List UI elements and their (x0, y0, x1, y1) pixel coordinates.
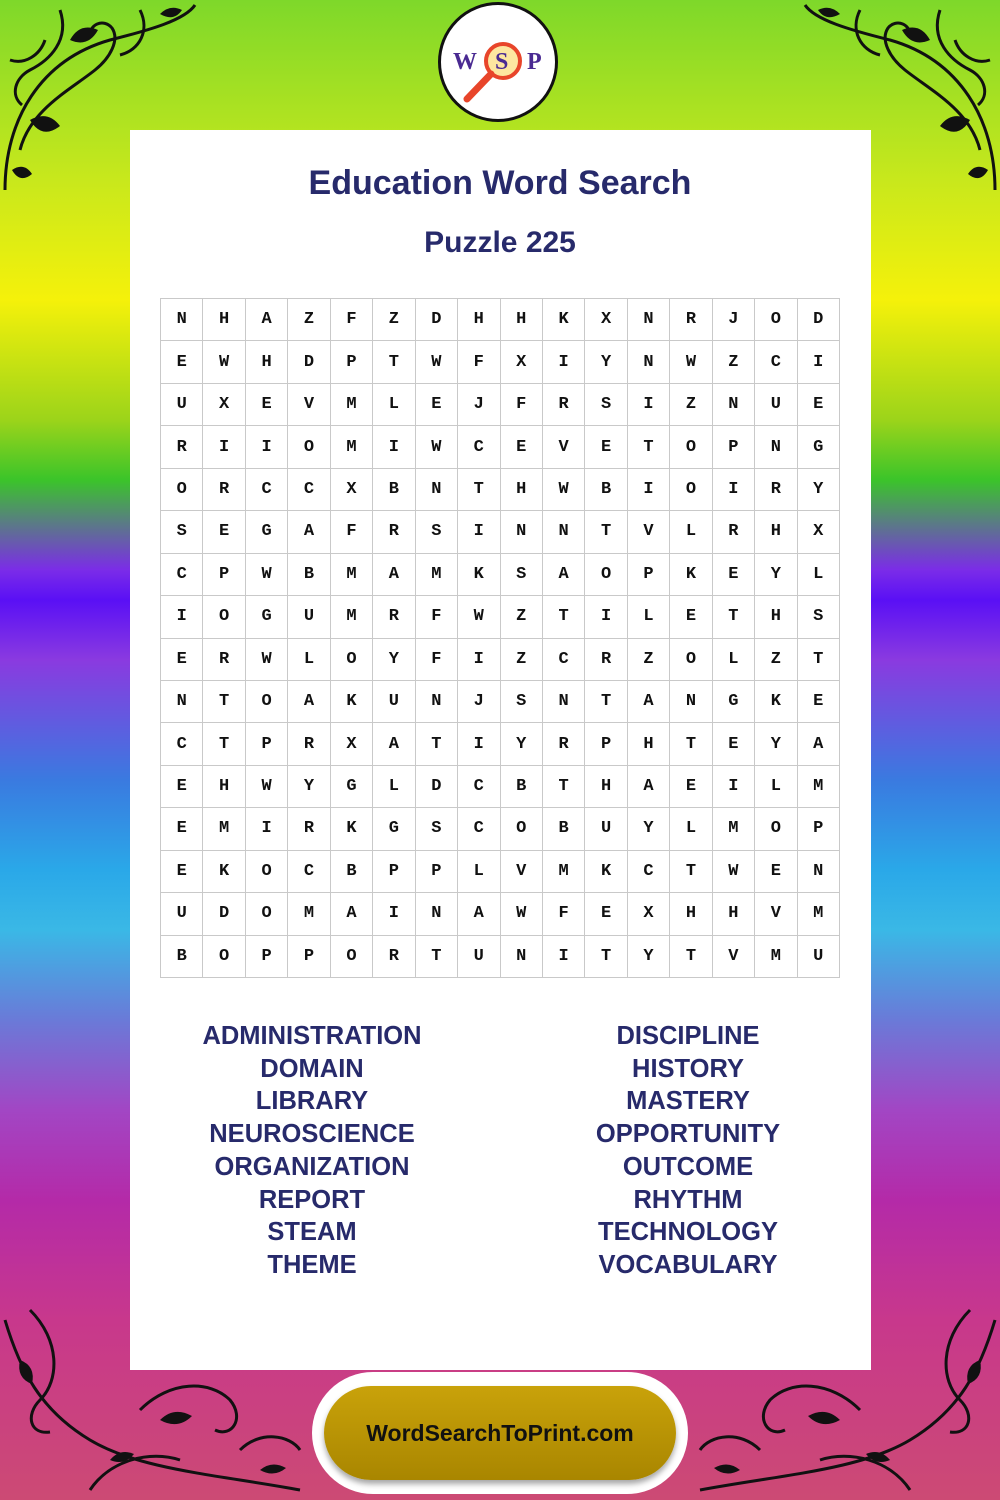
grid-cell[interactable]: A (373, 554, 415, 596)
grid-cell[interactable]: E (161, 766, 203, 808)
grid-cell[interactable]: I (373, 426, 415, 468)
grid-cell[interactable]: X (798, 511, 840, 553)
grid-cell[interactable]: C (458, 426, 500, 468)
grid-cell[interactable]: Z (501, 639, 543, 681)
grid-cell[interactable]: E (416, 384, 458, 426)
logo-letter-p: P (527, 49, 542, 75)
grid-cell[interactable]: N (628, 341, 670, 383)
grid-cell[interactable]: G (713, 681, 755, 723)
grid-cell[interactable]: M (416, 554, 458, 596)
word-list-item: STEAM (267, 1218, 357, 1247)
word-list-item: ORGANIZATION (214, 1152, 410, 1181)
grid-cell[interactable]: I (543, 936, 585, 978)
word-list-item: VOCABULARY (598, 1250, 778, 1279)
grid-cell[interactable]: T (203, 681, 245, 723)
grid-cell[interactable]: Z (670, 384, 712, 426)
grid-cell[interactable]: R (373, 511, 415, 553)
grid-cell[interactable]: T (798, 639, 840, 681)
grid-cell[interactable]: C (288, 469, 330, 511)
grid-cell[interactable]: S (161, 511, 203, 553)
grid-cell[interactable]: L (798, 554, 840, 596)
grid-cell[interactable]: K (585, 851, 627, 893)
grid-cell[interactable]: C (246, 469, 288, 511)
grid-cell[interactable]: O (585, 554, 627, 596)
grid-cell[interactable]: J (713, 299, 755, 341)
grid-cell[interactable]: H (670, 893, 712, 935)
grid-cell[interactable]: M (331, 384, 373, 426)
word-list-item: TECHNOLOGY (598, 1218, 778, 1247)
grid-cell[interactable]: I (585, 596, 627, 638)
grid-cell[interactable]: Y (501, 723, 543, 765)
grid-cell[interactable]: O (501, 808, 543, 850)
grid-cell[interactable]: E (246, 384, 288, 426)
page-title: Education Word Search (308, 164, 692, 202)
word-list-right (523, 1020, 853, 1282)
grid-cell[interactable]: H (628, 723, 670, 765)
grid-cell[interactable]: U (755, 384, 797, 426)
grid-cell[interactable]: O (203, 936, 245, 978)
word-list-item: RHYTHM (633, 1185, 743, 1214)
grid-cell[interactable]: I (628, 384, 670, 426)
grid-cell[interactable]: G (798, 426, 840, 468)
grid-cell[interactable]: P (798, 808, 840, 850)
grid-cell[interactable]: B (288, 554, 330, 596)
grid-cell[interactable]: H (458, 299, 500, 341)
grid-cell[interactable]: T (543, 596, 585, 638)
grid-cell[interactable]: Y (755, 723, 797, 765)
grid-cell[interactable]: G (331, 766, 373, 808)
grid-cell[interactable]: P (585, 723, 627, 765)
grid-cell[interactable]: I (458, 511, 500, 553)
grid-cell[interactable]: M (331, 554, 373, 596)
grid-cell[interactable]: M (331, 596, 373, 638)
grid-cell[interactable]: V (713, 936, 755, 978)
grid-cell[interactable]: T (670, 936, 712, 978)
grid-cell[interactable]: U (161, 384, 203, 426)
grid-cell[interactable]: P (203, 554, 245, 596)
grid-cell[interactable]: L (288, 639, 330, 681)
grid-cell[interactable]: L (373, 766, 415, 808)
grid-cell[interactable]: T (628, 426, 670, 468)
grid-cell[interactable]: S (501, 554, 543, 596)
grid-cell[interactable]: P (246, 723, 288, 765)
grid-cell[interactable]: T (670, 851, 712, 893)
grid-cell[interactable]: H (203, 766, 245, 808)
grid-cell[interactable]: E (713, 554, 755, 596)
grid-cell[interactable]: F (543, 893, 585, 935)
grid-cell[interactable]: X (628, 893, 670, 935)
grid-cell[interactable]: H (755, 596, 797, 638)
grid-cell[interactable]: W (458, 596, 500, 638)
word-list-item: DOMAIN (260, 1054, 364, 1083)
word-list-item: REPORT (258, 1185, 366, 1214)
grid-cell[interactable]: A (543, 554, 585, 596)
word-list-item: MASTERY (626, 1087, 750, 1116)
puzzle-number: Puzzle 225 (424, 226, 576, 259)
word-list-item: DISCIPLINE (616, 1022, 760, 1050)
grid-cell[interactable]: A (628, 766, 670, 808)
grid-cell[interactable]: K (331, 808, 373, 850)
grid-cell[interactable]: A (798, 723, 840, 765)
site-link-label: WordSearchToPrint.com (366, 1419, 634, 1446)
grid-cell[interactable]: R (203, 639, 245, 681)
grid-cell[interactable]: B (501, 766, 543, 808)
grid-cell[interactable]: D (288, 341, 330, 383)
grid-cell[interactable]: L (670, 808, 712, 850)
grid-cell[interactable]: K (458, 554, 500, 596)
grid-cell[interactable]: Y (585, 341, 627, 383)
wsp-logo[interactable] (438, 2, 558, 122)
grid-cell[interactable]: P (416, 851, 458, 893)
grid-cell[interactable]: O (670, 639, 712, 681)
grid-cell[interactable]: M (798, 893, 840, 935)
grid-cell[interactable]: U (288, 596, 330, 638)
grid-cell[interactable]: L (713, 639, 755, 681)
grid-cell[interactable]: N (543, 681, 585, 723)
grid-cell[interactable]: T (416, 723, 458, 765)
grid-cell[interactable]: E (161, 639, 203, 681)
grid-cell[interactable]: X (331, 723, 373, 765)
grid-cell[interactable]: E (161, 808, 203, 850)
grid-cell[interactable]: D (203, 893, 245, 935)
grid-cell[interactable]: F (331, 299, 373, 341)
grid-cell[interactable]: B (373, 469, 415, 511)
grid-cell[interactable]: X (501, 341, 543, 383)
grid-cell[interactable]: T (713, 596, 755, 638)
grid-cell[interactable]: E (713, 723, 755, 765)
grid-cell[interactable]: C (458, 808, 500, 850)
grid-cell[interactable]: G (373, 808, 415, 850)
grid-cell[interactable]: I (713, 469, 755, 511)
grid-cell[interactable]: U (161, 893, 203, 935)
grid-cell[interactable]: C (628, 851, 670, 893)
grid-cell[interactable]: P (288, 936, 330, 978)
grid-cell[interactable]: E (501, 426, 543, 468)
grid-cell[interactable]: W (416, 426, 458, 468)
grid-cell[interactable]: S (585, 384, 627, 426)
grid-cell[interactable]: N (713, 384, 755, 426)
grid-cell[interactable]: N (755, 426, 797, 468)
grid-cell[interactable]: I (543, 341, 585, 383)
grid-cell[interactable]: V (755, 893, 797, 935)
grid-cell[interactable]: O (755, 299, 797, 341)
word-list-item: OUTCOME (622, 1152, 754, 1181)
grid-cell[interactable]: R (373, 936, 415, 978)
grid-cell[interactable]: E (203, 511, 245, 553)
grid-cell[interactable]: Z (755, 639, 797, 681)
grid-cell[interactable]: T (670, 723, 712, 765)
site-link[interactable] (324, 1386, 676, 1480)
grid-cell[interactable]: F (416, 596, 458, 638)
grid-cell[interactable]: N (161, 681, 203, 723)
grid-cell[interactable]: W (203, 341, 245, 383)
grid-cell[interactable]: Z (713, 341, 755, 383)
grid-cell[interactable]: W (246, 554, 288, 596)
grid-cell[interactable]: O (246, 681, 288, 723)
grid-cell[interactable]: T (416, 936, 458, 978)
grid-cell[interactable]: E (161, 341, 203, 383)
grid-cell[interactable]: H (501, 299, 543, 341)
grid-cell[interactable]: U (585, 808, 627, 850)
grid-cell[interactable]: O (331, 639, 373, 681)
grid-cell[interactable]: V (543, 426, 585, 468)
grid-cell[interactable]: I (628, 469, 670, 511)
grid-cell[interactable]: S (416, 808, 458, 850)
grid-cell[interactable]: G (246, 596, 288, 638)
grid-cell[interactable]: X (331, 469, 373, 511)
grid-cell[interactable]: F (416, 639, 458, 681)
letter-grid[interactable] (160, 298, 840, 978)
grid-cell[interactable]: Y (373, 639, 415, 681)
grid-cell[interactable]: B (331, 851, 373, 893)
grid-cell[interactable]: Z (373, 299, 415, 341)
grid-cell[interactable]: T (543, 766, 585, 808)
grid-cell[interactable]: X (585, 299, 627, 341)
word-list-item: OPPORTUNITY (595, 1120, 781, 1149)
grid-cell[interactable]: O (331, 936, 373, 978)
grid-cell[interactable]: Z (501, 596, 543, 638)
logo-letter-w: W (453, 49, 477, 75)
grid-cell[interactable]: V (501, 851, 543, 893)
grid-cell[interactable]: F (458, 341, 500, 383)
grid-cell[interactable]: I (713, 766, 755, 808)
grid-cell[interactable]: H (501, 469, 543, 511)
grid-cell[interactable]: Z (628, 639, 670, 681)
grid-cell[interactable]: Y (798, 469, 840, 511)
grid-cell[interactable]: X (203, 384, 245, 426)
grid-cell[interactable]: I (161, 596, 203, 638)
grid-cell[interactable]: A (628, 681, 670, 723)
grid-cell[interactable]: I (246, 808, 288, 850)
grid-cell[interactable]: O (246, 893, 288, 935)
grid-cell[interactable]: R (543, 723, 585, 765)
grid-cell[interactable]: T (585, 681, 627, 723)
grid-cell[interactable]: P (246, 936, 288, 978)
grid-cell[interactable]: I (458, 723, 500, 765)
grid-cell[interactable]: W (670, 341, 712, 383)
grid-cell[interactable]: H (585, 766, 627, 808)
grid-cell[interactable]: M (331, 426, 373, 468)
grid-cell[interactable]: I (246, 426, 288, 468)
grid-cell[interactable]: Y (628, 808, 670, 850)
grid-cell[interactable]: J (458, 681, 500, 723)
grid-cell[interactable]: H (755, 511, 797, 553)
grid-cell[interactable]: A (373, 723, 415, 765)
grid-cell[interactable]: M (755, 936, 797, 978)
grid-cell[interactable]: A (288, 511, 330, 553)
grid-cell[interactable]: J (458, 384, 500, 426)
grid-cell[interactable]: F (501, 384, 543, 426)
grid-cell[interactable]: T (203, 723, 245, 765)
grid-cell[interactable]: M (288, 893, 330, 935)
grid-cell[interactable]: O (288, 426, 330, 468)
grid-cell[interactable]: R (288, 808, 330, 850)
grid-cell[interactable]: A (246, 299, 288, 341)
grid-cell[interactable]: R (713, 511, 755, 553)
grid-cell[interactable]: M (798, 766, 840, 808)
grid-cell[interactable]: R (543, 384, 585, 426)
grid-cell[interactable]: D (416, 766, 458, 808)
grid-cell[interactable]: E (755, 851, 797, 893)
grid-cell[interactable]: R (161, 426, 203, 468)
grid-cell[interactable]: N (416, 469, 458, 511)
grid-cell[interactable]: S (798, 596, 840, 638)
grid-cell[interactable]: R (755, 469, 797, 511)
grid-cell[interactable]: A (331, 893, 373, 935)
grid-cell[interactable]: W (713, 851, 755, 893)
grid-cell[interactable]: S (416, 511, 458, 553)
grid-cell[interactable]: G (246, 511, 288, 553)
grid-cell[interactable]: P (331, 341, 373, 383)
grid-cell[interactable]: U (798, 936, 840, 978)
grid-cell[interactable]: H (246, 341, 288, 383)
grid-cell[interactable]: N (416, 681, 458, 723)
grid-cell[interactable]: N (416, 893, 458, 935)
grid-cell[interactable]: E (798, 681, 840, 723)
grid-cell[interactable]: L (373, 384, 415, 426)
grid-cell[interactable]: R (373, 596, 415, 638)
grid-cell[interactable]: T (373, 341, 415, 383)
grid-cell[interactable]: O (670, 426, 712, 468)
grid-cell[interactable]: E (670, 766, 712, 808)
grid-cell[interactable]: E (798, 384, 840, 426)
grid-cell[interactable]: I (203, 426, 245, 468)
grid-cell[interactable]: M (713, 808, 755, 850)
grid-cell[interactable]: C (755, 341, 797, 383)
grid-cell[interactable]: E (670, 596, 712, 638)
grid-cell[interactable]: T (585, 511, 627, 553)
grid-cell[interactable]: K (543, 299, 585, 341)
grid-cell[interactable]: R (585, 639, 627, 681)
grid-cell[interactable]: E (585, 426, 627, 468)
grid-cell[interactable]: B (161, 936, 203, 978)
grid-cell[interactable]: O (203, 596, 245, 638)
grid-cell[interactable]: K (203, 851, 245, 893)
grid-cell[interactable]: C (288, 851, 330, 893)
grid-cell[interactable]: Y (628, 936, 670, 978)
grid-cell[interactable]: U (458, 936, 500, 978)
grid-cell[interactable]: R (288, 723, 330, 765)
grid-cell[interactable]: O (161, 469, 203, 511)
word-list-item: ADMINISTRATION (202, 1022, 422, 1050)
word-list-item: THEME (267, 1250, 357, 1279)
grid-cell[interactable]: N (501, 511, 543, 553)
grid-cell[interactable]: B (543, 808, 585, 850)
logo-letter-s: S (495, 49, 509, 75)
word-list-item: NEUROSCIENCE (209, 1120, 415, 1149)
grid-cell[interactable]: T (585, 936, 627, 978)
grid-cell[interactable]: M (543, 851, 585, 893)
grid-cell[interactable]: K (670, 554, 712, 596)
grid-cell[interactable]: U (373, 681, 415, 723)
grid-cell[interactable]: O (755, 808, 797, 850)
grid-cell[interactable]: H (713, 893, 755, 935)
word-list-item: LIBRARY (255, 1087, 369, 1116)
grid-cell[interactable]: K (331, 681, 373, 723)
grid-cell[interactable]: P (373, 851, 415, 893)
grid-cell[interactable]: L (458, 851, 500, 893)
grid-cell[interactable]: I (373, 893, 415, 935)
grid-cell[interactable]: S (501, 681, 543, 723)
grid-cell[interactable]: K (755, 681, 797, 723)
grid-cell[interactable]: R (670, 299, 712, 341)
grid-cell[interactable]: I (798, 341, 840, 383)
grid-cell[interactable]: V (288, 384, 330, 426)
grid-cell[interactable]: N (501, 936, 543, 978)
grid-cell[interactable]: L (670, 511, 712, 553)
grid-cell[interactable]: W (416, 341, 458, 383)
word-list-left (147, 1020, 477, 1282)
grid-cell[interactable]: R (203, 469, 245, 511)
grid-cell[interactable]: N (543, 511, 585, 553)
grid-cell[interactable]: T (458, 469, 500, 511)
grid-cell[interactable]: N (161, 299, 203, 341)
grid-cell[interactable]: O (246, 851, 288, 893)
grid-cell[interactable]: L (755, 766, 797, 808)
grid-cell[interactable]: C (458, 766, 500, 808)
grid-cell[interactable]: V (628, 511, 670, 553)
grid-cell[interactable]: Y (755, 554, 797, 596)
grid-cell[interactable]: N (798, 851, 840, 893)
grid-cell[interactable]: E (161, 851, 203, 893)
grid-cell[interactable]: W (543, 469, 585, 511)
grid-cell[interactable]: A (458, 893, 500, 935)
grid-cell[interactable]: P (628, 554, 670, 596)
grid-cell[interactable]: I (458, 639, 500, 681)
grid-cell[interactable]: M (203, 808, 245, 850)
grid-cell[interactable]: H (203, 299, 245, 341)
grid-cell[interactable]: P (713, 426, 755, 468)
grid-cell[interactable]: C (543, 639, 585, 681)
grid-cell[interactable]: W (501, 893, 543, 935)
grid-cell[interactable]: F (331, 511, 373, 553)
grid-cell[interactable]: Y (288, 766, 330, 808)
grid-cell[interactable]: A (288, 681, 330, 723)
grid-cell[interactable]: N (628, 299, 670, 341)
grid-cell[interactable]: D (416, 299, 458, 341)
grid-cell[interactable]: O (670, 469, 712, 511)
grid-cell[interactable]: C (161, 554, 203, 596)
grid-cell[interactable]: C (161, 723, 203, 765)
grid-cell[interactable]: L (628, 596, 670, 638)
grid-cell[interactable]: N (670, 681, 712, 723)
grid-cell[interactable]: D (798, 299, 840, 341)
grid-cell[interactable]: W (246, 766, 288, 808)
grid-cell[interactable]: Z (288, 299, 330, 341)
word-list-item: HISTORY (632, 1054, 744, 1083)
grid-cell[interactable]: E (585, 893, 627, 935)
grid-cell[interactable]: W (246, 639, 288, 681)
grid-cell[interactable]: B (585, 469, 627, 511)
